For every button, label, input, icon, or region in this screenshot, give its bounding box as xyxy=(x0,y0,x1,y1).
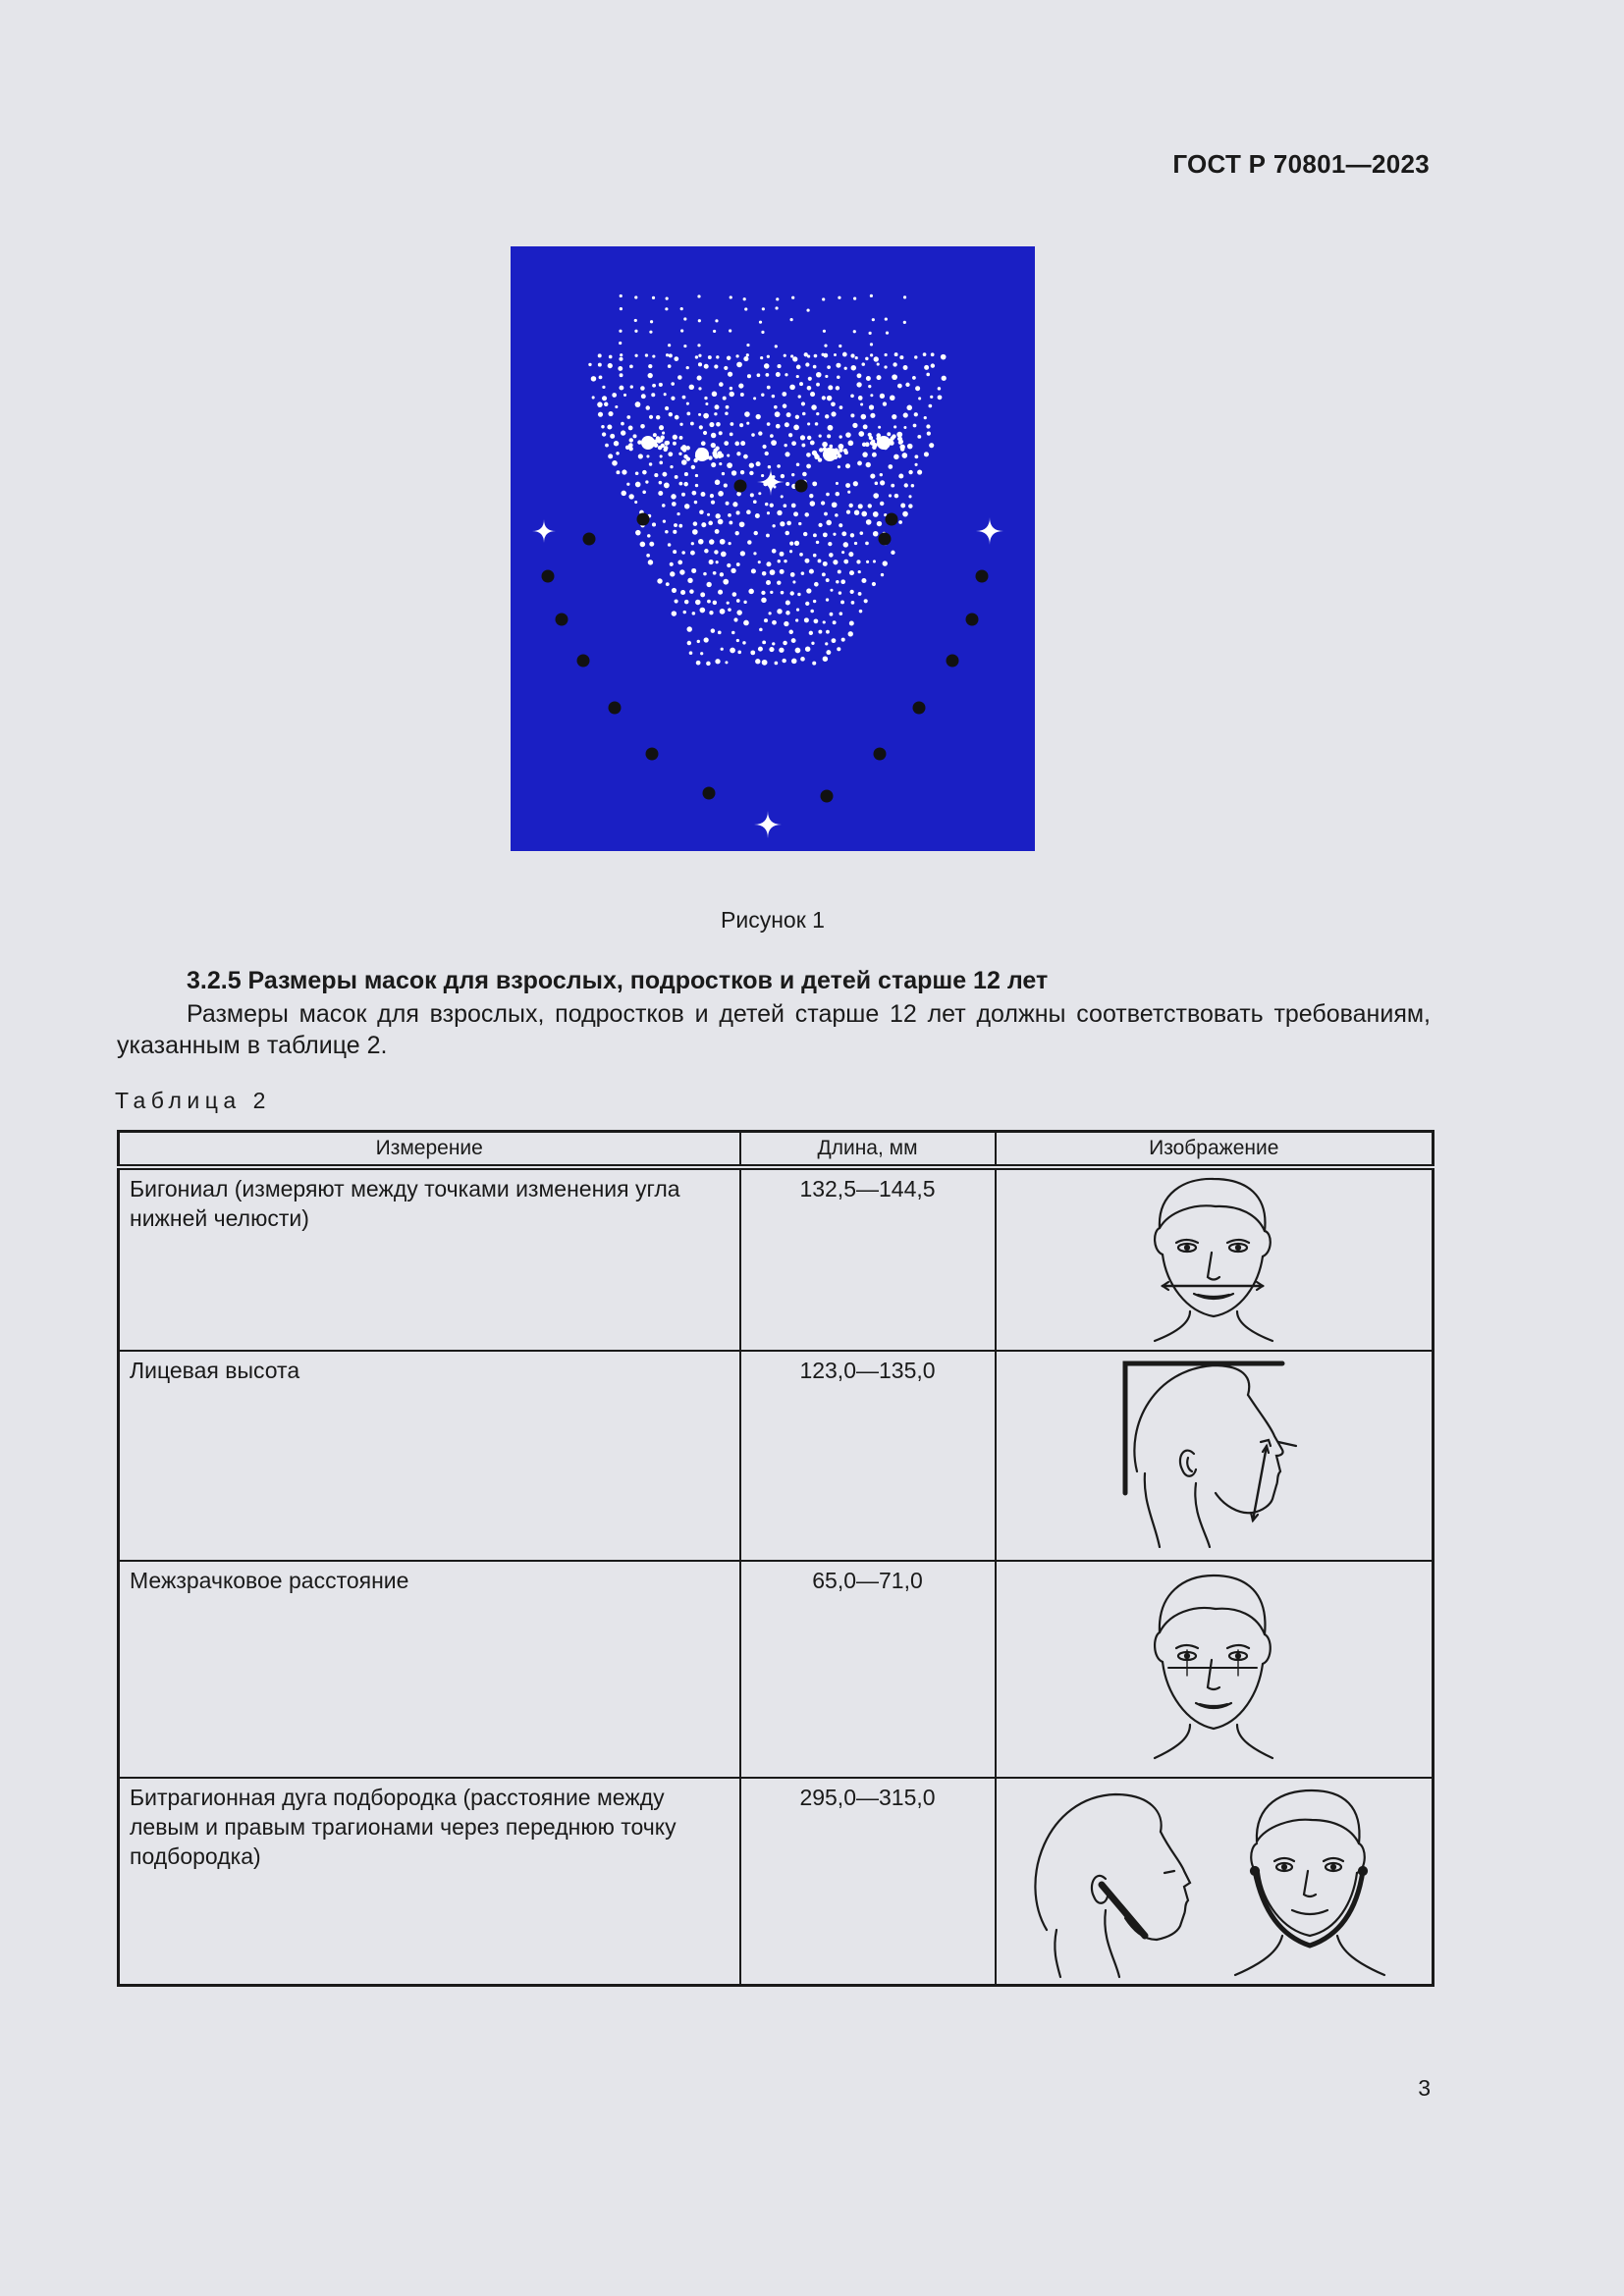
measure-cell: Битрагионная дуга подбородка (расстояние между левым и правым трагионами через переднюю точку подбородка) xyxy=(119,1778,740,1985)
image-cell xyxy=(996,1778,1434,1985)
section-paragraph: Размеры масок для взрослых, подростков и детей старше 12 лет должны соответствовать требованиям, указанным в таблице 2. xyxy=(117,1000,1431,1059)
image-cell xyxy=(996,1351,1434,1561)
length-cell: 132,5—144,5 xyxy=(740,1167,996,1351)
image-cell xyxy=(996,1167,1434,1351)
image-cell xyxy=(996,1561,1434,1778)
header-measurement: Измерение xyxy=(119,1132,740,1168)
face-height-profile-icon xyxy=(1115,1356,1312,1548)
section-title: 3.2.5 Размеры масок для взрослых, подростков и детей старше 12 лет xyxy=(187,967,1049,994)
table-row xyxy=(119,1561,1434,1778)
table-label: Таблица 2 xyxy=(115,1088,271,1113)
table-row xyxy=(119,1778,1434,1985)
table-row xyxy=(119,1351,1434,1561)
table-header-row xyxy=(119,1132,1434,1168)
length-cell: 65,0—71,0 xyxy=(740,1561,996,1778)
measure-cell: Бигониал (измеряют между точками изменения угла нижней челюсти) xyxy=(119,1167,740,1351)
page-number: 3 xyxy=(1418,2075,1431,2101)
dimensions-table xyxy=(117,1130,1435,1987)
header-length: Длина, мм xyxy=(740,1132,996,1168)
figure-caption: Рисунок 1 xyxy=(721,907,825,933)
length-cell: 295,0—315,0 xyxy=(740,1778,996,1985)
measure-cell: Лицевая высота xyxy=(119,1351,740,1561)
header-image: Изображение xyxy=(996,1132,1434,1168)
document-id: ГОСТ Р 70801—2023 xyxy=(1172,149,1430,179)
table-row xyxy=(119,1167,1434,1351)
bigonial-front-face-icon xyxy=(1125,1174,1302,1346)
interpupillary-front-face-icon xyxy=(1125,1566,1302,1764)
bitragion-chin-arc-icon xyxy=(1017,1783,1410,1979)
measure-cell: Межзрачковое расстояние xyxy=(119,1561,740,1778)
length-cell: 123,0—135,0 xyxy=(740,1351,996,1561)
face-landmarks-figure xyxy=(511,246,1035,851)
